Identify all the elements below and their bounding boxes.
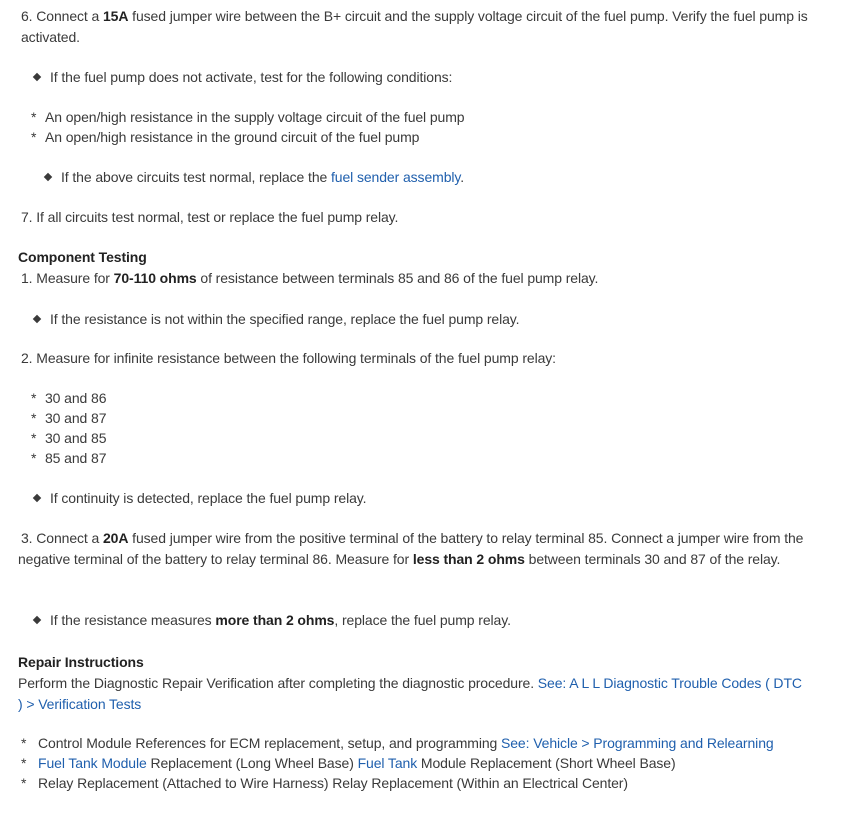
text: 6. Connect a xyxy=(21,8,103,24)
diamond-bullet-icon xyxy=(33,616,41,624)
repair-text xyxy=(18,673,808,714)
bullet xyxy=(34,309,824,330)
text: 3. Connect a xyxy=(21,530,103,546)
terminal-item xyxy=(31,428,821,449)
asterisk-icon: * xyxy=(31,450,37,466)
repair-instructions-heading: Repair Instructions xyxy=(18,654,144,670)
step-2: 2. Measure for infinite resistance between the following terminals of the fuel pump relay: xyxy=(21,350,556,366)
diamond-bullet-icon xyxy=(44,173,52,181)
bold-value: more than 2 ohms xyxy=(215,612,335,628)
text: 30 and 85 xyxy=(45,430,107,446)
text: An open/high resistance in the ground circuit of the fuel pump xyxy=(45,129,420,145)
bullet xyxy=(34,67,824,88)
diamond-bullet-icon xyxy=(33,315,41,323)
component-testing-heading: Component Testing xyxy=(18,249,147,265)
asterisk-icon: * xyxy=(21,775,27,791)
text: fused jumper wire between the B+ circuit and the supply voltage circuit of the fuel pump. Verify the fuel pump is activated. xyxy=(21,8,808,45)
text: If the fuel pump does not activate, test for the following conditions: xyxy=(50,69,453,85)
reference-item xyxy=(21,733,811,754)
asterisk-icon: * xyxy=(31,129,37,145)
verification-tests-link[interactable]: See: A L L Diagnostic Trouble Codes ( DTC ) > Verification Tests xyxy=(18,675,802,712)
bold-value: 15A xyxy=(102,8,129,24)
asterisk-icon: * xyxy=(21,755,27,771)
diamond-bullet-icon xyxy=(33,494,41,502)
bold-value: 20A xyxy=(102,530,129,546)
text: Module Replacement (Short Wheel Base) xyxy=(417,755,676,771)
bullet xyxy=(34,488,824,509)
text: of resistance between terminals 85 and 86 of the fuel pump relay. xyxy=(196,270,599,286)
terminal-item xyxy=(31,388,821,409)
asterisk-icon: * xyxy=(31,430,37,446)
text: Replacement (Long Wheel Base) xyxy=(146,755,358,771)
text: If the resistance is not within the specified range, replace the fuel pump relay. xyxy=(50,311,520,327)
text: Perform the Diagnostic Repair Verification after completing the diagnostic procedure. xyxy=(18,675,538,691)
text: 1. Measure for xyxy=(21,270,114,286)
condition-item xyxy=(31,107,821,128)
text: An open/high resistance in the supply voltage circuit of the fuel pump xyxy=(45,109,465,125)
step-3 xyxy=(18,528,808,569)
diamond-bullet-icon xyxy=(33,73,41,81)
fuel-tank-module-link[interactable]: Fuel Tank Module xyxy=(38,755,147,771)
text: Control Module References for ECM replacement, setup, and programming xyxy=(38,735,501,751)
text: , replace the fuel pump relay. xyxy=(334,612,511,628)
bold-value: less than 2 ohms xyxy=(412,550,525,567)
text: If the above circuits test normal, replace the xyxy=(61,169,331,185)
text: If continuity is detected, replace the fuel pump relay. xyxy=(50,490,367,506)
asterisk-icon: * xyxy=(31,109,37,125)
text: Relay Replacement (Attached to Wire Harness) Relay Replacement (Within an Electrical Center) xyxy=(38,775,628,791)
step-6 xyxy=(21,6,811,47)
bold-value: 70-110 ohms xyxy=(113,270,197,286)
terminal-item xyxy=(31,448,821,469)
reference-item xyxy=(21,753,811,774)
reference-item xyxy=(21,773,811,794)
asterisk-icon: * xyxy=(31,410,37,426)
text: 30 and 87 xyxy=(45,410,107,426)
fuel-sender-assembly-link[interactable]: fuel sender assembly xyxy=(331,169,461,185)
programming-relearning-link[interactable]: See: Vehicle > Programming and Relearning xyxy=(501,735,774,751)
text: fused jumper wire from the positive terminal of the battery to relay terminal 85. Connect a jumper wire from the negative terminal of the battery to relay terminal 86. Measure for xyxy=(18,530,804,567)
bullet xyxy=(34,610,824,631)
bullet xyxy=(45,167,835,188)
text: 85 and 87 xyxy=(45,450,107,466)
text: 30 and 86 xyxy=(45,390,107,406)
text: between terminals 30 and 87 of the relay. xyxy=(524,550,781,567)
condition-item xyxy=(31,127,821,148)
text: If the resistance measures xyxy=(50,612,216,628)
asterisk-icon: * xyxy=(21,735,27,751)
step-1 xyxy=(21,268,811,289)
step-7: 7. If all circuits test normal, test or replace the fuel pump relay. xyxy=(21,209,399,225)
asterisk-icon: * xyxy=(31,390,37,406)
text: . xyxy=(460,169,465,185)
fuel-tank-link[interactable]: Fuel Tank xyxy=(357,755,418,771)
terminal-item xyxy=(31,408,821,429)
